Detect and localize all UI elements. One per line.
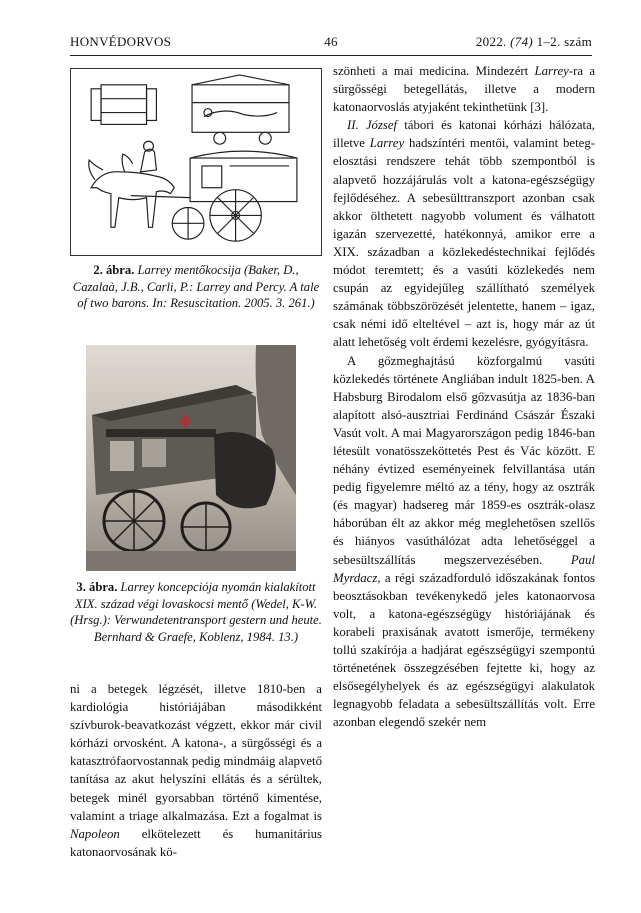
emphasis-myrdacz: Paul Myrdacz [333,552,595,585]
emphasis-larrey: Larrey [534,64,569,78]
text-run: szönheti a mai medicina. Mindezért [333,64,535,78]
issue-year: 2022. [475,34,507,49]
drawing-cabinet [101,85,147,125]
emphasis-larrey: Larrey [369,136,405,151]
paragraph [333,352,595,732]
emphasis-joseph: II. József [347,118,398,133]
text-run: -ra a sürgősségi betegellátás, illetve a modern katonaorvoslás atyjaként tekinthetünk [3]. [333,64,595,115]
figure-caption-2 [70,262,322,312]
text-run: hadszíntéri mentői, valamint beteg-elosztási rendszere tehát több szempontból is alapvető hozzájárulás volt a katona-egészségügy fejlődéséhez. A sebesülttranszport azonban csak akkor ölthetett nagyobb volument és válhatott igazán szervezetté, hatékonnyá, amikor erre a XIX. században a közlekedéstechnikai fejlődés módot teremtett; és a vasúti közlekedés nem csupán az egyidejűleg szállítható személyek számának többszörözését jelentette, hanem – igaz, csak némi idő elteltével – azt is, hogy már az út alatt lehetőség volt érdemi kezelésre, gyógyításra. [333,136,595,350]
issue-info [476,34,592,50]
issue-volume: (74) [510,34,534,49]
caption-text: Larrey mentőkocsija (Baker, D., Cazalaà, J.B., Carli, P.: Larrey and Percy. A tale of two barons. In: Resuscitation. 2005. 3. 261.) [72,263,320,311]
page-number: 46 [324,34,338,49]
drawing-rider [141,149,157,172]
figure-larrey-ambulance-drawing [70,68,322,256]
ambulance-line-drawing [71,69,321,255]
right-column-text [333,62,595,731]
text-run: elkötelezett és humanitárius katonaorvosának kö- [70,826,322,859]
running-header [70,34,592,52]
figure-caption-3 [70,579,322,645]
figure-horse-ambulance-photo [86,345,296,571]
issue-number: 1–2. szám [536,34,592,49]
ambulance-photo [86,345,296,571]
caption-label: 3. ábra. [76,580,118,594]
drawing-horse [91,172,174,228]
header-rule [70,55,592,56]
text-run: , a régi századforduló időszakának fontos beosztásokban tevékenykedő jeles katonaorvosa volt, a katona-egészségügy históriájának és korabeli praxisának avatott ismerője, termékeny tollú szakírója a hadjárat egészségügyi szempontú történetének összegzésében fejtette ki, hogy az elsősegélyhelyek és az egészségügyi alakulatok legnagyobb feladata a sebesültszállítás volt. Erre azonban elegendő szekér nem [333,570,595,730]
caption-text: Larrey koncepciója nyomán kialakított XIX. század végi lovaskocsi mentő (Wedel, K-W. (Hrsg.): Verwundetentransport gestern und heute. Bernhard & Graefe, Koblenz, 1984. 13.) [70,580,322,644]
paragraph [70,680,322,861]
paragraph [333,116,595,351]
text-run: ni a betegek légzését, illetve 1810-ben a kardiológia históriájában másodikként szívburok-beavatkozást végzett, ekkor már civil kórházi orvosként. A katona-, a sürgősségi és a katasztrófaorvostannak pedig mindmáig alapvető tanítása az akut helyszíni ellátás és a sérültek, betegek minél gyorsabban történő kimentése, valamint a triage alkalmazása. Ezt a fogalmat is [70,682,322,823]
left-column-text [70,680,322,861]
journal-title: HONVÉDORVOS [70,34,172,49]
paragraph [333,62,595,116]
caption-label: 2. ábra. [93,263,135,277]
text-run: tábori és katonai kórházi hálózata, illetve [333,118,595,151]
text-run: A gőzmeghajtású közforgalmú vasúti közlekedés története Angliában indult 1825-ben. A Habsburg Birodalom első gőzvasútja az 1836-ban alapított alsó-ausztriai Ferdinánd Császár Északi Vasút volt. A mai Magyarországon pedig 1846-ban létesült vonatösszeköttetés Pest és Vác között. E néhány évtized eseményeinek felvillantása után pedig figyelemre méltó az a tény, hogy az osztrák (és magyar) hadsereg már 1859-es osztrák-olasz háborúban élt az akkor még meglehetősen szellős és hiányos vasúthálózat adta lehetőséggel a sebesültszállítás megszervezésében. [333,353,595,567]
drawing-carriage-body [190,158,297,202]
emphasis-napoleon: Napoleon [70,826,120,841]
